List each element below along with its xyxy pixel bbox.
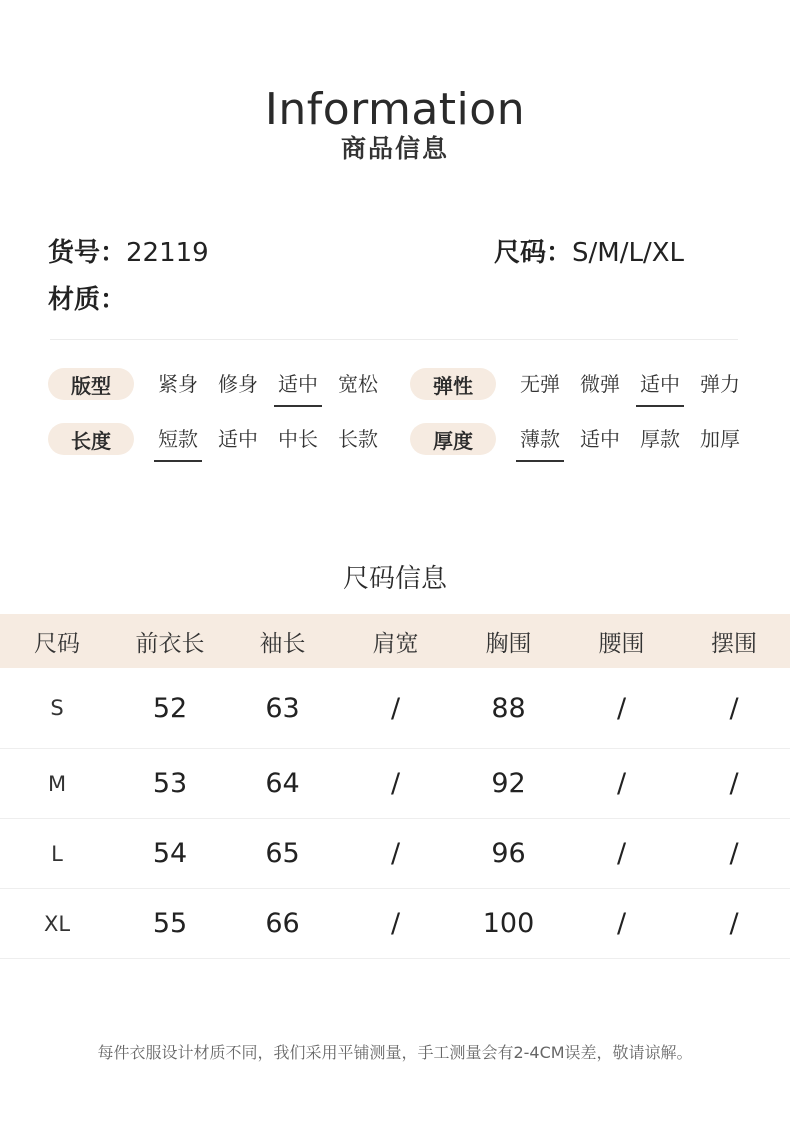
table-cell: 88 xyxy=(452,668,565,749)
table-row xyxy=(0,668,790,749)
table-row xyxy=(0,749,790,819)
attr-row-elasticity xyxy=(410,362,750,406)
table-cell: 54 xyxy=(114,819,226,889)
table-cell: 100 xyxy=(452,889,565,959)
table-cell: / xyxy=(339,889,452,959)
table-header-cell: 袖长 xyxy=(226,614,339,668)
item-number-line xyxy=(48,236,209,270)
material-line xyxy=(48,283,126,317)
table-header-cell: 胸围 xyxy=(452,614,565,668)
attr-option: 弹力 xyxy=(700,372,740,396)
attr-label-elasticity: 弹性 xyxy=(410,368,496,400)
table-cell: 64 xyxy=(226,749,339,819)
attr-label-thickness: 厚度 xyxy=(410,423,496,455)
attr-option: 微弹 xyxy=(580,372,620,396)
table-row xyxy=(0,819,790,889)
table-cell-size: M xyxy=(0,749,114,819)
size-label: 尺码： xyxy=(494,238,573,268)
table-header-cell: 肩宽 xyxy=(339,614,452,668)
title-english: Information xyxy=(264,84,526,135)
attr-option-selected: 适中 xyxy=(630,362,690,406)
attr-row-thickness xyxy=(410,417,750,461)
attr-option: 宽松 xyxy=(338,372,378,396)
table-cell: / xyxy=(565,819,678,889)
table-header-cell: 腰围 xyxy=(565,614,678,668)
attr-option: 修身 xyxy=(218,372,258,396)
table-cell: / xyxy=(339,668,452,749)
title-chinese: 商品信息 xyxy=(340,134,449,163)
table-cell: / xyxy=(339,749,452,819)
size-line xyxy=(494,236,684,270)
table-cell: 63 xyxy=(226,668,339,749)
table-header-cell: 前衣长 xyxy=(114,614,226,668)
table-cell-size: XL xyxy=(0,889,114,959)
attr-option-selected: 适中 xyxy=(268,362,328,406)
table-header-cell: 摆围 xyxy=(678,614,790,668)
measurement-note: 每件衣服设计材质不同，我们采用平铺测量，手工测量会有2-4CM误差，敬请谅解。 xyxy=(97,1043,693,1062)
item-number-label: 货号： xyxy=(48,238,127,268)
table-header-cell: 尺码 xyxy=(0,614,114,668)
table-cell: / xyxy=(565,668,678,749)
divider xyxy=(50,339,738,340)
table-header-row xyxy=(0,614,790,668)
item-number-value: 22119 xyxy=(126,238,209,268)
table-cell: / xyxy=(565,889,678,959)
table-cell: 53 xyxy=(114,749,226,819)
attr-option: 加厚 xyxy=(700,427,740,451)
attr-option-selected: 短款 xyxy=(148,417,208,461)
size-table xyxy=(0,614,790,959)
table-cell: / xyxy=(565,749,678,819)
table-cell: 52 xyxy=(114,668,226,749)
size-info-title: 尺码信息 xyxy=(342,564,447,594)
table-cell: / xyxy=(678,889,790,959)
table-cell: / xyxy=(678,749,790,819)
table-row xyxy=(0,889,790,959)
attr-option: 无弹 xyxy=(520,372,560,396)
material-label: 材质： xyxy=(48,285,127,315)
attr-label-fit: 版型 xyxy=(48,368,134,400)
table-cell: 96 xyxy=(452,819,565,889)
table-cell: / xyxy=(678,668,790,749)
table-cell-size: L xyxy=(0,819,114,889)
size-value: S/M/L/XL xyxy=(572,238,685,268)
attr-option: 适中 xyxy=(218,427,258,451)
attr-row-fit xyxy=(48,362,388,406)
table-cell: / xyxy=(678,819,790,889)
attributes-right xyxy=(410,362,750,461)
table-cell: 66 xyxy=(226,889,339,959)
attr-option-selected: 薄款 xyxy=(510,417,570,461)
attributes-left xyxy=(48,362,388,461)
table-cell: 92 xyxy=(452,749,565,819)
attr-label-length: 长度 xyxy=(48,423,134,455)
attr-option: 适中 xyxy=(580,427,620,451)
attr-option: 长款 xyxy=(338,427,378,451)
table-cell: 55 xyxy=(114,889,226,959)
table-cell: 65 xyxy=(226,819,339,889)
table-cell: / xyxy=(339,819,452,889)
attr-row-length xyxy=(48,417,388,461)
attr-option: 紧身 xyxy=(158,372,198,396)
attr-option: 厚款 xyxy=(640,427,680,451)
attr-option: 中长 xyxy=(278,427,318,451)
table-cell-size: S xyxy=(0,668,114,749)
